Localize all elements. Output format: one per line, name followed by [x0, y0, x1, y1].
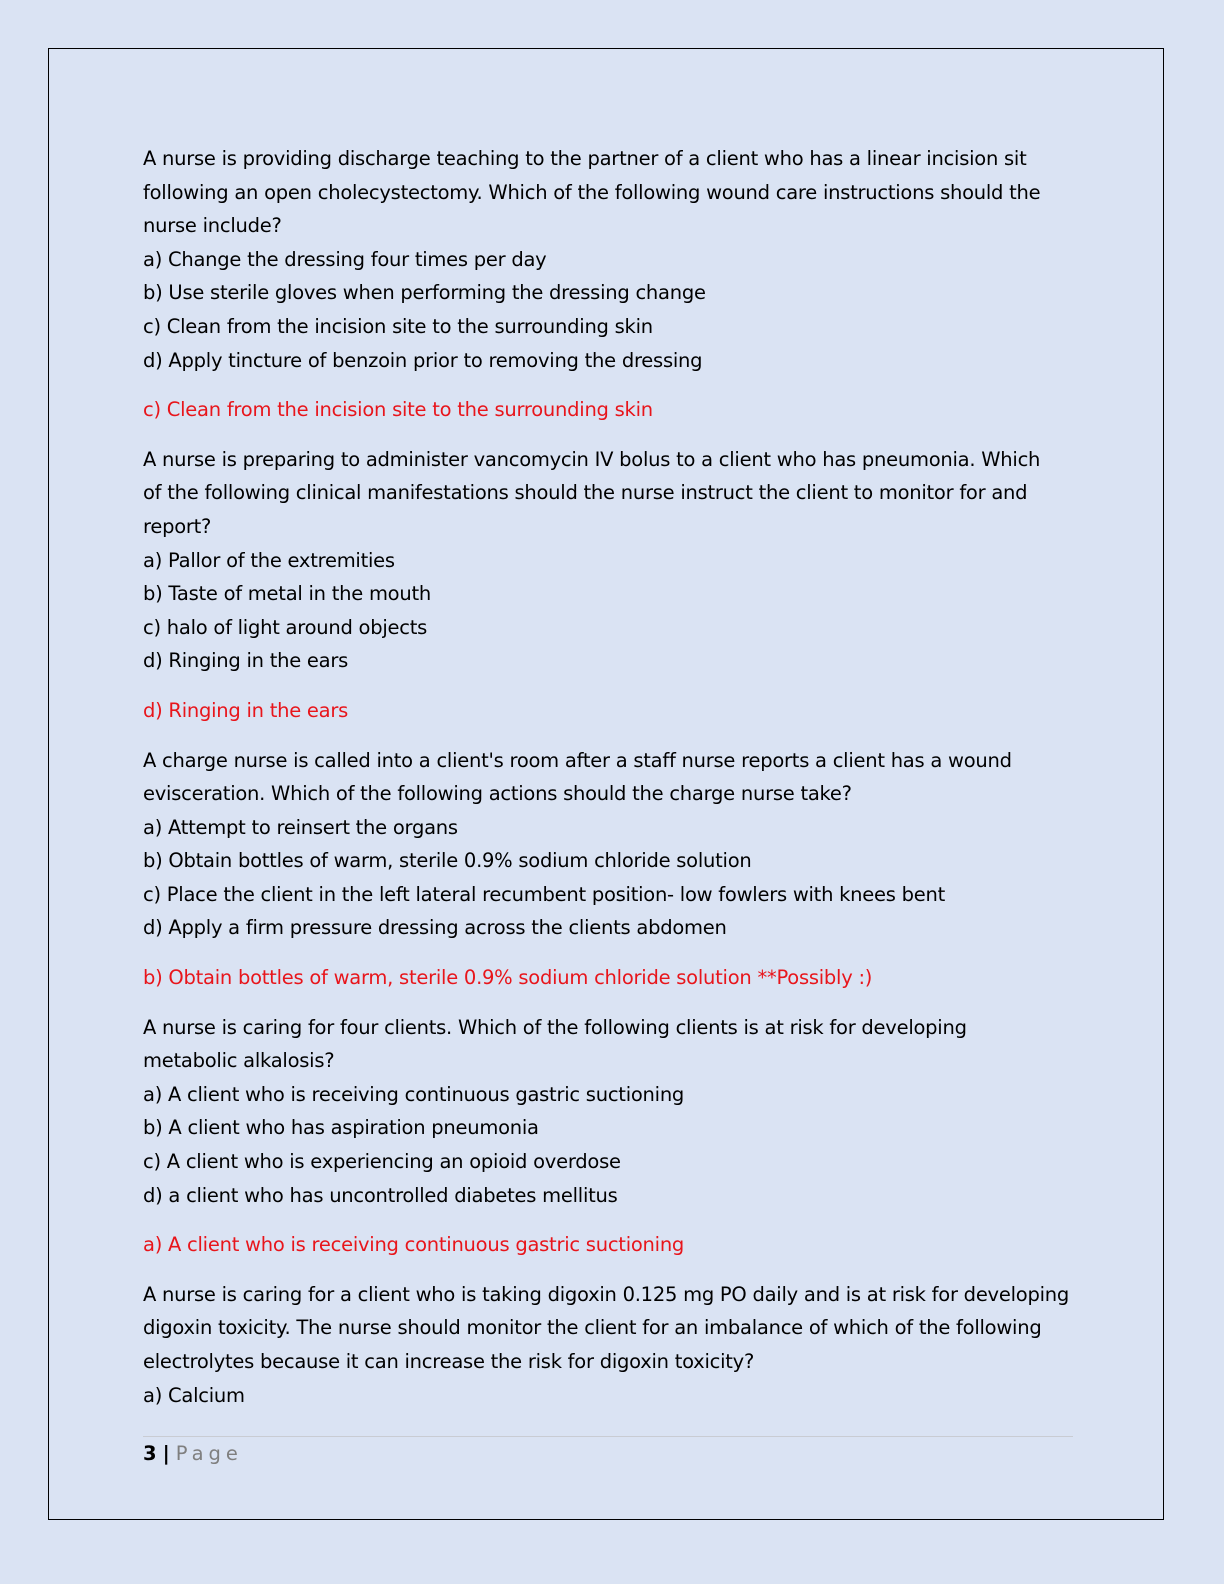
footer-divider	[143, 1436, 1073, 1437]
page-content	[143, 142, 1083, 1412]
question-stem-line: A nurse is providing discharge teaching to the partner of a client who has a linear incision sit	[143, 147, 1027, 170]
correct-answer: c) Clean from the incision site to the surrounding skin	[143, 398, 653, 422]
page-number: 3	[143, 1442, 157, 1465]
answer-option: b) Obtain bottles of warm, sterile 0.9% sodium chloride solution	[143, 849, 752, 873]
question-stem-line: nurse include?	[143, 214, 282, 238]
correct-answer: d) Ringing in the ears	[143, 698, 349, 722]
answer-option: c) Clean from the incision site to the surrounding skin	[143, 314, 653, 338]
answer-option: d) Ringing in the ears	[143, 649, 349, 673]
question-stem-line: metabolic alkalosis?	[143, 1049, 335, 1073]
answer-option: b) Use sterile gloves when performing the dressing change	[143, 281, 706, 305]
footer-separator: |	[162, 1442, 170, 1465]
question-block	[143, 1011, 1083, 1262]
question-block	[143, 142, 1083, 427]
answer-option: a) Change the dressing four times per day	[143, 247, 547, 271]
answer-option: c) Place the client in the left lateral recumbent position- low fowlers with knees bent	[143, 882, 946, 906]
question-stem-line: A charge nurse is called into a client's room after a staff nurse reports a client has a wound	[143, 748, 1012, 772]
question-block	[143, 1278, 1083, 1412]
question-stem-line: of the following clinical manifestations should the nurse instruct the client to monitor for and	[143, 481, 1028, 505]
answer-option: a) Calcium	[143, 1383, 245, 1407]
question-block	[143, 443, 1083, 728]
question-stem-line: digoxin toxicity. The nurse should monitor the client for an imbalance of which of the following	[143, 1316, 1042, 1340]
answer-option: d) a client who has uncontrolled diabetes mellitus	[143, 1183, 618, 1207]
page-footer	[143, 1440, 243, 1468]
question-stem-line: evisceration. Which of the following actions should the charge nurse take?	[143, 782, 852, 806]
answer-option: b) A client who has aspiration pneumonia	[143, 1116, 539, 1140]
page-label: Page	[175, 1442, 243, 1465]
correct-answer: a) A client who is receiving continuous gastric suctioning	[143, 1233, 685, 1257]
answer-option: c) halo of light around objects	[143, 615, 428, 639]
answer-option: a) A client who is receiving continuous gastric suctioning	[143, 1082, 685, 1106]
question-stem-line: A nurse is caring for a client who is taking digoxin 0.125 mg PO daily and is at risk for developing	[143, 1282, 1069, 1306]
answer-option: b) Taste of metal in the mouth	[143, 582, 431, 606]
answer-option: c) A client who is experiencing an opioid overdose	[143, 1150, 621, 1174]
answer-option: d) Apply tincture of benzoin prior to removing the dressing	[143, 348, 703, 372]
question-block	[143, 744, 1083, 995]
answer-option: a) Attempt to reinsert the organs	[143, 815, 458, 839]
answer-option: d) Apply a firm pressure dressing across the clients abdomen	[143, 916, 727, 940]
question-stem-line: electrolytes because it can increase the risk for digoxin toxicity?	[143, 1350, 755, 1373]
answer-option: a) Pallor of the extremities	[143, 548, 395, 572]
correct-answer: b) Obtain bottles of warm, sterile 0.9% sodium chloride solution **Possibly :)	[143, 966, 873, 990]
question-stem-line: following an open cholecystectomy. Which of the following wound care instructions should the	[143, 180, 1041, 204]
question-stem-line: A nurse is preparing to administer vancomycin IV bolus to a client who has pneumonia. Which	[143, 447, 1041, 471]
question-stem-line: report?	[143, 514, 212, 538]
question-stem-line: A nurse is caring for four clients. Which of the following clients is at risk for developing	[143, 1015, 967, 1039]
